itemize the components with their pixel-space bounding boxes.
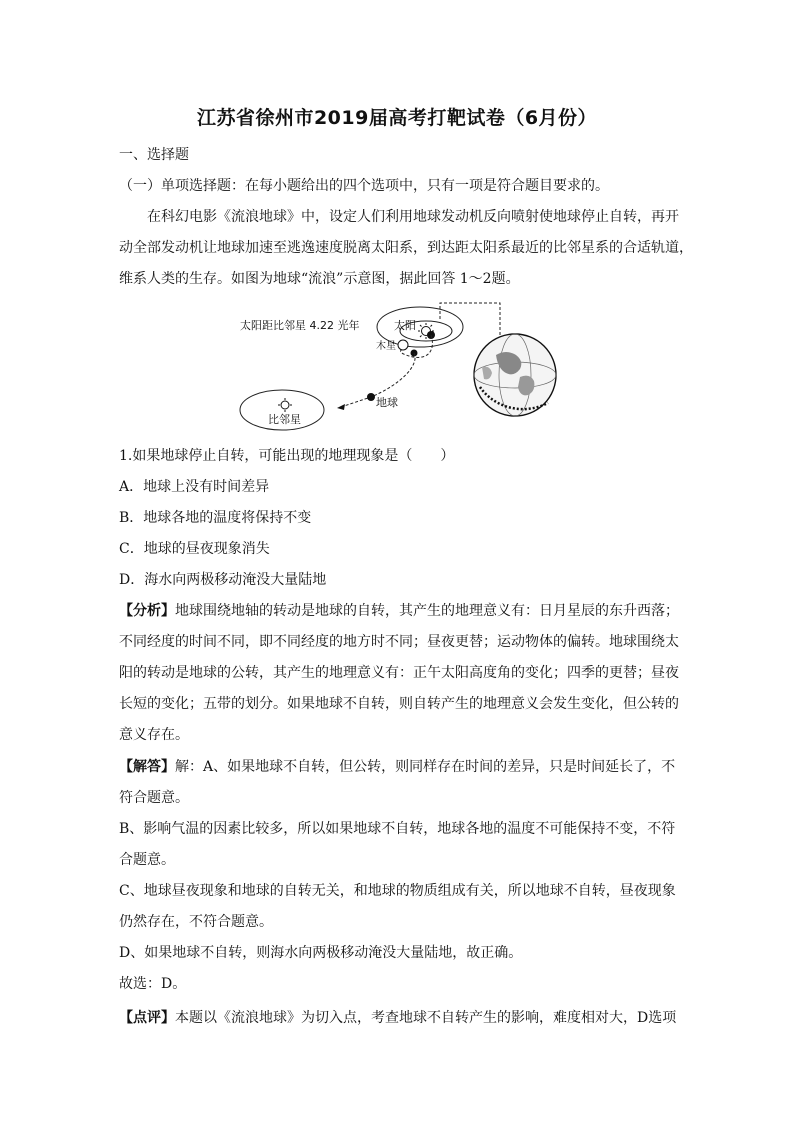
earth-globe-icon [474,334,556,416]
section-heading: 一、选择题 [119,147,189,163]
analysis-line: 长短的变化；五带的划分。如果地球不自转，则自转产生的地理意义会发生变化，但公转的 [119,696,679,712]
answer-line: 合题意。 [119,852,175,868]
analysis-tag: 【分析】 [119,603,175,619]
question-stem: 1.如果地球停止自转，可能出现的地理现象是（ ） [119,448,455,464]
answer-line: 故选：D。 [119,976,187,992]
intro-line: 在科幻电影《流浪地球》中，设定人们利用地球发动机反向喷射使地球停止自转，再开 [147,209,679,225]
analysis-line: 阳的转动是地球的公转，其产生的地理意义有：正午太阳高度角的变化；四季的更替；昼夜 [119,665,679,681]
jupiter-icon [398,340,408,350]
option-b: B．地球各地的温度将保持不变 [119,510,312,526]
connector-to-globe [440,303,500,340]
jupiter-label: 木星 [376,341,396,352]
answer-line: 符合题意。 [119,790,189,806]
analysis-line [119,601,679,621]
comment-text: 本题以《流浪地球》为切入点，考查地球不自转产生的影响，难度相对大，D选项 [175,1010,677,1026]
sun-label: 太阳 [394,319,416,332]
proxima-label: 比邻星 [268,413,301,426]
answer-line: 仍然存在，不符合题意。 [119,914,273,930]
intro-line: 动全部发动机让地球加速至逃逸速度脱离太阳系，到达距太阳系最近的比邻星系的合适轨道， [119,240,693,256]
earth-label: 地球 [376,396,398,409]
arrow-head [337,404,345,410]
comment-tag: 【点评】 [119,1010,175,1026]
analysis-text: 地球围绕地轴的转动是地球的自转，其产生的地理意义有：日月星辰的东升西落； [175,603,679,619]
earth-in-transit-dot [367,393,375,401]
option-d: D．海水向两极移动淹没大量陆地 [119,572,327,588]
answer-line: D、如果地球不自转，则海水向两极移动淹没大量陆地，故正确。 [119,945,523,961]
analysis-line: 不同经度的时间不同，即不同经度的地方时不同；昼夜更替；运动物体的偏转。地球围绕太 [119,634,679,650]
answer-line: B、影响气温的因素比较多，所以如果地球不自转，地球各地的温度不可能保持不变，不符 [119,821,676,837]
figure-caption-distance: 太阳距比邻星 4.22 光年 [240,319,360,332]
comment-line [119,1008,679,1028]
page-title: 江苏省徐州市2019届高考打靶试卷（6月份） [196,107,598,129]
answer-text: 解：A、如果地球不自转，但公转，则同样存在时间的差异，只是时间延长了，不 [175,759,676,775]
figure-svg [230,295,560,435]
answer-line: C、地球昼夜现象和地球的自转无关，和地球的物质组成有关，所以地球不自转，昼夜现象 [119,883,676,899]
wandering-earth-figure [230,295,560,435]
answer-tag: 【解答】 [119,759,175,775]
option-c: C．地球的昼夜现象消失 [119,541,270,557]
intro-line: 维系人类的生存。如图为地球“流浪”示意图，据此回答 1～2题。 [119,271,520,287]
subsection-heading: （一）单项选择题：在每小题给出的四个选项中，只有一项是符合题目要求的。 [119,178,609,194]
proxima-star-icon [278,398,292,412]
option-a: A．地球上没有时间差异 [119,479,270,495]
analysis-line: 意义存在。 [119,727,189,743]
answer-line [119,757,679,777]
